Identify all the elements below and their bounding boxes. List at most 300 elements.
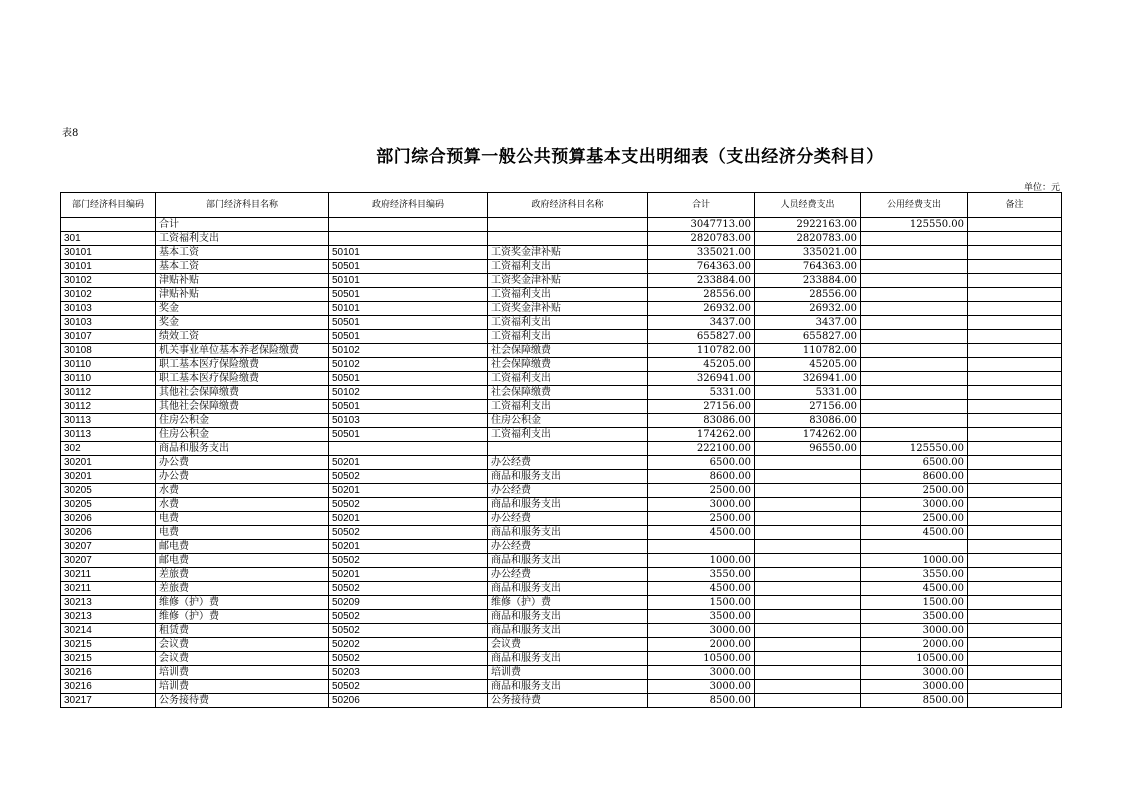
dept-code-cell: 30216 xyxy=(61,666,156,680)
dept-name-cell: 水费 xyxy=(156,484,329,498)
gov-name-cell: 商品和服务支出 xyxy=(488,498,648,512)
gov-name-cell: 办公经费 xyxy=(488,484,648,498)
gov-name-cell: 工资福利支出 xyxy=(488,330,648,344)
gov-name-cell: 工资奖金津补贴 xyxy=(488,274,648,288)
dept-code-cell: 302 xyxy=(61,442,156,456)
remark-cell xyxy=(968,638,1062,652)
total-cell: 3047713.00 xyxy=(648,218,755,232)
dept-code-cell: 30201 xyxy=(61,456,156,470)
personnel-cell xyxy=(755,596,861,610)
personnel-cell xyxy=(755,554,861,568)
gov-name-cell: 办公经费 xyxy=(488,568,648,582)
dept-name-cell: 机关事业单位基本养老保险缴费 xyxy=(156,344,329,358)
public-cell: 125550.00 xyxy=(861,218,968,232)
dept-name-cell: 办公费 xyxy=(156,456,329,470)
table-row xyxy=(61,302,1062,316)
total-cell: 764363.00 xyxy=(648,260,755,274)
personnel-cell xyxy=(755,456,861,470)
column-header: 政府经济科目名称 xyxy=(488,193,648,218)
public-cell: 4500.00 xyxy=(861,526,968,540)
table-row xyxy=(61,540,1062,554)
dept-name-cell: 培训费 xyxy=(156,666,329,680)
table-row xyxy=(61,470,1062,484)
remark-cell xyxy=(968,540,1062,554)
total-cell: 1500.00 xyxy=(648,596,755,610)
table-number: 表8 xyxy=(62,128,79,139)
dept-name-cell: 合计 xyxy=(156,218,329,232)
gov-code-cell: 50202 xyxy=(329,638,488,652)
public-cell xyxy=(861,302,968,316)
dept-name-cell: 培训费 xyxy=(156,680,329,694)
gov-name-cell: 办公经费 xyxy=(488,512,648,526)
personnel-cell xyxy=(755,680,861,694)
gov-code-cell: 50501 xyxy=(329,288,488,302)
total-cell: 3437.00 xyxy=(648,316,755,330)
public-cell xyxy=(861,274,968,288)
table-row xyxy=(61,624,1062,638)
public-cell: 3000.00 xyxy=(861,624,968,638)
public-cell: 2000.00 xyxy=(861,638,968,652)
remark-cell xyxy=(968,470,1062,484)
personnel-cell xyxy=(755,470,861,484)
table-row xyxy=(61,554,1062,568)
dept-name-cell: 租赁费 xyxy=(156,624,329,638)
public-cell: 125550.00 xyxy=(861,442,968,456)
personnel-cell: 335021.00 xyxy=(755,246,861,260)
table-row xyxy=(61,638,1062,652)
public-cell xyxy=(861,372,968,386)
gov-code-cell: 50501 xyxy=(329,372,488,386)
table-row xyxy=(61,680,1062,694)
dept-name-cell: 维修（护）费 xyxy=(156,596,329,610)
column-header: 部门经济科目编码 xyxy=(61,193,156,218)
dept-code-cell: 30103 xyxy=(61,302,156,316)
public-cell: 3550.00 xyxy=(861,568,968,582)
personnel-cell xyxy=(755,624,861,638)
dept-code-cell: 30213 xyxy=(61,610,156,624)
gov-name-cell: 工资福利支出 xyxy=(488,400,648,414)
gov-name-cell: 商品和服务支出 xyxy=(488,470,648,484)
gov-code-cell: 50201 xyxy=(329,512,488,526)
dept-name-cell: 住房公积金 xyxy=(156,414,329,428)
total-cell: 6500.00 xyxy=(648,456,755,470)
gov-code-cell: 50502 xyxy=(329,526,488,540)
personnel-cell: 233884.00 xyxy=(755,274,861,288)
table-row xyxy=(61,512,1062,526)
total-cell: 83086.00 xyxy=(648,414,755,428)
table-row xyxy=(61,666,1062,680)
gov-code-cell: 50206 xyxy=(329,694,488,708)
personnel-cell: 174262.00 xyxy=(755,428,861,442)
personnel-cell: 96550.00 xyxy=(755,442,861,456)
dept-code-cell: 30211 xyxy=(61,582,156,596)
public-cell: 2500.00 xyxy=(861,484,968,498)
gov-code-cell: 50501 xyxy=(329,330,488,344)
remark-cell xyxy=(968,442,1062,456)
dept-name-cell: 津贴补贴 xyxy=(156,288,329,302)
total-cell: 3000.00 xyxy=(648,498,755,512)
dept-name-cell: 会议费 xyxy=(156,638,329,652)
gov-name-cell: 商品和服务支出 xyxy=(488,610,648,624)
total-cell: 3000.00 xyxy=(648,666,755,680)
gov-code-cell: 50502 xyxy=(329,554,488,568)
table-row xyxy=(61,484,1062,498)
column-header: 人员经费支出 xyxy=(755,193,861,218)
gov-code-cell xyxy=(329,442,488,456)
table-row xyxy=(61,694,1062,708)
personnel-cell xyxy=(755,568,861,582)
unit-label: 单位：元 xyxy=(1023,183,1060,193)
public-cell: 1500.00 xyxy=(861,596,968,610)
dept-code-cell: 30112 xyxy=(61,400,156,414)
total-cell: 335021.00 xyxy=(648,246,755,260)
dept-name-cell: 电费 xyxy=(156,512,329,526)
gov-code-cell: 50201 xyxy=(329,456,488,470)
personnel-cell xyxy=(755,526,861,540)
public-cell xyxy=(861,260,968,274)
dept-code-cell: 30113 xyxy=(61,414,156,428)
total-cell: 2000.00 xyxy=(648,638,755,652)
public-cell: 6500.00 xyxy=(861,456,968,470)
table-row xyxy=(61,596,1062,610)
dept-name-cell: 职工基本医疗保险缴费 xyxy=(156,358,329,372)
personnel-cell xyxy=(755,498,861,512)
total-cell: 2500.00 xyxy=(648,512,755,526)
dept-code-cell: 30110 xyxy=(61,358,156,372)
remark-cell xyxy=(968,260,1062,274)
personnel-cell xyxy=(755,694,861,708)
gov-code-cell: 50501 xyxy=(329,260,488,274)
gov-name-cell: 工资福利支出 xyxy=(488,260,648,274)
remark-cell xyxy=(968,330,1062,344)
gov-code-cell xyxy=(329,218,488,232)
personnel-cell xyxy=(755,540,861,554)
remark-cell xyxy=(968,358,1062,372)
remark-cell xyxy=(968,568,1062,582)
gov-name-cell: 公务接待费 xyxy=(488,694,648,708)
dept-name-cell: 公务接待费 xyxy=(156,694,329,708)
public-cell: 4500.00 xyxy=(861,582,968,596)
remark-cell xyxy=(968,232,1062,246)
table-row xyxy=(61,288,1062,302)
personnel-cell: 26932.00 xyxy=(755,302,861,316)
gov-name-cell: 商品和服务支出 xyxy=(488,624,648,638)
table-row xyxy=(61,568,1062,582)
public-cell: 2500.00 xyxy=(861,512,968,526)
gov-code-cell: 50501 xyxy=(329,400,488,414)
total-cell: 10500.00 xyxy=(648,652,755,666)
total-cell: 28556.00 xyxy=(648,288,755,302)
dept-name-cell: 会议费 xyxy=(156,652,329,666)
gov-name-cell: 工资福利支出 xyxy=(488,372,648,386)
remark-cell xyxy=(968,400,1062,414)
gov-name-cell: 培训费 xyxy=(488,666,648,680)
public-cell: 3000.00 xyxy=(861,498,968,512)
dept-name-cell: 邮电费 xyxy=(156,540,329,554)
personnel-cell: 2820783.00 xyxy=(755,232,861,246)
personnel-cell xyxy=(755,666,861,680)
dept-code-cell: 30217 xyxy=(61,694,156,708)
table-row xyxy=(61,652,1062,666)
gov-code-cell: 50502 xyxy=(329,610,488,624)
total-cell: 1000.00 xyxy=(648,554,755,568)
dept-code-cell: 30108 xyxy=(61,344,156,358)
table-row xyxy=(61,414,1062,428)
gov-code-cell: 50102 xyxy=(329,386,488,400)
remark-cell xyxy=(968,624,1062,638)
gov-code-cell: 50209 xyxy=(329,596,488,610)
remark-cell xyxy=(968,246,1062,260)
gov-name-cell: 商品和服务支出 xyxy=(488,554,648,568)
dept-code-cell: 30216 xyxy=(61,680,156,694)
column-header: 政府经济科目编码 xyxy=(329,193,488,218)
dept-name-cell: 工资福利支出 xyxy=(156,232,329,246)
table-row xyxy=(61,400,1062,414)
public-cell xyxy=(861,232,968,246)
dept-name-cell: 奖金 xyxy=(156,316,329,330)
dept-code-cell: 30113 xyxy=(61,428,156,442)
dept-code-cell: 301 xyxy=(61,232,156,246)
total-cell: 3500.00 xyxy=(648,610,755,624)
total-cell: 655827.00 xyxy=(648,330,755,344)
dept-code-cell: 30211 xyxy=(61,568,156,582)
gov-name-cell: 办公经费 xyxy=(488,456,648,470)
dept-code-cell: 30103 xyxy=(61,316,156,330)
dept-name-cell: 商品和服务支出 xyxy=(156,442,329,456)
dept-name-cell: 差旅费 xyxy=(156,582,329,596)
table-row xyxy=(61,246,1062,260)
column-header: 部门经济科目名称 xyxy=(156,193,329,218)
gov-name-cell: 工资奖金津补贴 xyxy=(488,246,648,260)
remark-cell xyxy=(968,344,1062,358)
total-cell: 222100.00 xyxy=(648,442,755,456)
remark-cell xyxy=(968,274,1062,288)
gov-code-cell: 50201 xyxy=(329,540,488,554)
public-cell xyxy=(861,386,968,400)
total-cell: 2500.00 xyxy=(648,484,755,498)
table-row xyxy=(61,386,1062,400)
dept-name-cell: 办公费 xyxy=(156,470,329,484)
remark-cell xyxy=(968,428,1062,442)
table-row xyxy=(61,428,1062,442)
table-row xyxy=(61,274,1062,288)
total-cell: 4500.00 xyxy=(648,582,755,596)
table-row xyxy=(61,344,1062,358)
total-cell: 110782.00 xyxy=(648,344,755,358)
remark-cell xyxy=(968,288,1062,302)
public-cell xyxy=(861,428,968,442)
total-cell: 3000.00 xyxy=(648,624,755,638)
gov-name-cell: 办公经费 xyxy=(488,540,648,554)
gov-name-cell: 会议费 xyxy=(488,638,648,652)
remark-cell xyxy=(968,218,1062,232)
table-row xyxy=(61,316,1062,330)
dept-code-cell: 30215 xyxy=(61,638,156,652)
remark-cell xyxy=(968,666,1062,680)
personnel-cell xyxy=(755,610,861,624)
table-row xyxy=(61,442,1062,456)
table-row xyxy=(61,498,1062,512)
personnel-cell: 3437.00 xyxy=(755,316,861,330)
dept-name-cell: 维修（护）费 xyxy=(156,610,329,624)
public-cell xyxy=(861,400,968,414)
dept-code-cell: 30213 xyxy=(61,596,156,610)
personnel-cell: 45205.00 xyxy=(755,358,861,372)
gov-code-cell: 50102 xyxy=(329,344,488,358)
gov-code-cell: 50101 xyxy=(329,302,488,316)
remark-cell xyxy=(968,694,1062,708)
public-cell xyxy=(861,330,968,344)
gov-name-cell: 工资福利支出 xyxy=(488,288,648,302)
total-cell: 3550.00 xyxy=(648,568,755,582)
gov-name-cell: 商品和服务支出 xyxy=(488,526,648,540)
dept-code-cell: 30207 xyxy=(61,554,156,568)
gov-code-cell: 50101 xyxy=(329,246,488,260)
gov-code-cell: 50501 xyxy=(329,428,488,442)
gov-code-cell: 50203 xyxy=(329,666,488,680)
gov-name-cell: 社会保障缴费 xyxy=(488,386,648,400)
dept-code-cell: 30201 xyxy=(61,470,156,484)
dept-code-cell: 30101 xyxy=(61,260,156,274)
column-header: 备注 xyxy=(968,193,1062,218)
remark-cell xyxy=(968,456,1062,470)
dept-code-cell xyxy=(61,218,156,232)
dept-name-cell: 奖金 xyxy=(156,302,329,316)
gov-name-cell: 住房公积金 xyxy=(488,414,648,428)
remark-cell xyxy=(968,596,1062,610)
gov-code-cell: 50502 xyxy=(329,624,488,638)
dept-name-cell: 差旅费 xyxy=(156,568,329,582)
gov-code-cell: 50103 xyxy=(329,414,488,428)
dept-code-cell: 30205 xyxy=(61,484,156,498)
public-cell: 1000.00 xyxy=(861,554,968,568)
remark-cell xyxy=(968,414,1062,428)
total-cell: 3000.00 xyxy=(648,680,755,694)
gov-code-cell: 50502 xyxy=(329,652,488,666)
gov-name-cell: 商品和服务支出 xyxy=(488,582,648,596)
gov-name-cell: 商品和服务支出 xyxy=(488,652,648,666)
total-cell: 26932.00 xyxy=(648,302,755,316)
personnel-cell xyxy=(755,484,861,498)
dept-name-cell: 基本工资 xyxy=(156,260,329,274)
public-cell xyxy=(861,358,968,372)
gov-code-cell: 50201 xyxy=(329,484,488,498)
total-cell: 8500.00 xyxy=(648,694,755,708)
table-row xyxy=(61,218,1062,232)
remark-cell xyxy=(968,526,1062,540)
personnel-cell xyxy=(755,512,861,526)
remark-cell xyxy=(968,372,1062,386)
remark-cell xyxy=(968,302,1062,316)
remark-cell xyxy=(968,680,1062,694)
gov-code-cell xyxy=(329,232,488,246)
dept-name-cell: 水费 xyxy=(156,498,329,512)
remark-cell xyxy=(968,386,1062,400)
dept-code-cell: 30101 xyxy=(61,246,156,260)
personnel-cell: 5331.00 xyxy=(755,386,861,400)
remark-cell xyxy=(968,498,1062,512)
remark-cell xyxy=(968,512,1062,526)
column-header: 合计 xyxy=(648,193,755,218)
total-cell xyxy=(648,540,755,554)
dept-code-cell: 30112 xyxy=(61,386,156,400)
personnel-cell: 28556.00 xyxy=(755,288,861,302)
total-cell: 174262.00 xyxy=(648,428,755,442)
remark-cell xyxy=(968,582,1062,596)
total-cell: 27156.00 xyxy=(648,400,755,414)
personnel-cell xyxy=(755,582,861,596)
personnel-cell: 655827.00 xyxy=(755,330,861,344)
gov-code-cell: 50502 xyxy=(329,498,488,512)
gov-name-cell: 社会保障缴费 xyxy=(488,358,648,372)
gov-code-cell: 50101 xyxy=(329,274,488,288)
gov-name-cell xyxy=(488,442,648,456)
dept-code-cell: 30205 xyxy=(61,498,156,512)
personnel-cell xyxy=(755,638,861,652)
personnel-cell: 326941.00 xyxy=(755,372,861,386)
total-cell: 2820783.00 xyxy=(648,232,755,246)
table-row xyxy=(61,260,1062,274)
gov-code-cell: 50502 xyxy=(329,680,488,694)
dept-name-cell: 电费 xyxy=(156,526,329,540)
dept-name-cell: 住房公积金 xyxy=(156,428,329,442)
total-cell: 45205.00 xyxy=(648,358,755,372)
table-row xyxy=(61,330,1062,344)
public-cell xyxy=(861,344,968,358)
table-row xyxy=(61,456,1062,470)
gov-name-cell xyxy=(488,218,648,232)
public-cell: 8500.00 xyxy=(861,694,968,708)
total-cell: 233884.00 xyxy=(648,274,755,288)
table-row xyxy=(61,232,1062,246)
dept-name-cell: 邮电费 xyxy=(156,554,329,568)
public-cell: 10500.00 xyxy=(861,652,968,666)
public-cell: 3000.00 xyxy=(861,666,968,680)
gov-name-cell: 工资福利支出 xyxy=(488,316,648,330)
dept-code-cell: 30102 xyxy=(61,288,156,302)
dept-code-cell: 30110 xyxy=(61,372,156,386)
personnel-cell: 110782.00 xyxy=(755,344,861,358)
public-cell: 3500.00 xyxy=(861,610,968,624)
public-cell xyxy=(861,316,968,330)
total-cell: 4500.00 xyxy=(648,526,755,540)
dept-name-cell: 其他社会保障缴费 xyxy=(156,386,329,400)
dept-name-cell: 职工基本医疗保险缴费 xyxy=(156,372,329,386)
column-header: 公用经费支出 xyxy=(861,193,968,218)
total-cell: 8600.00 xyxy=(648,470,755,484)
dept-name-cell: 绩效工资 xyxy=(156,330,329,344)
dept-code-cell: 30214 xyxy=(61,624,156,638)
table-body xyxy=(61,218,1062,708)
table-row xyxy=(61,582,1062,596)
gov-name-cell: 维修（护）费 xyxy=(488,596,648,610)
personnel-cell: 27156.00 xyxy=(755,400,861,414)
total-cell: 326941.00 xyxy=(648,372,755,386)
budget-table xyxy=(60,192,1062,708)
dept-name-cell: 基本工资 xyxy=(156,246,329,260)
remark-cell xyxy=(968,652,1062,666)
gov-code-cell: 50502 xyxy=(329,582,488,596)
remark-cell xyxy=(968,610,1062,624)
dept-code-cell: 30107 xyxy=(61,330,156,344)
remark-cell xyxy=(968,554,1062,568)
gov-code-cell: 50201 xyxy=(329,568,488,582)
public-cell xyxy=(861,540,968,554)
table-header-row xyxy=(61,193,1062,218)
remark-cell xyxy=(968,484,1062,498)
public-cell: 3000.00 xyxy=(861,680,968,694)
table-row xyxy=(61,526,1062,540)
